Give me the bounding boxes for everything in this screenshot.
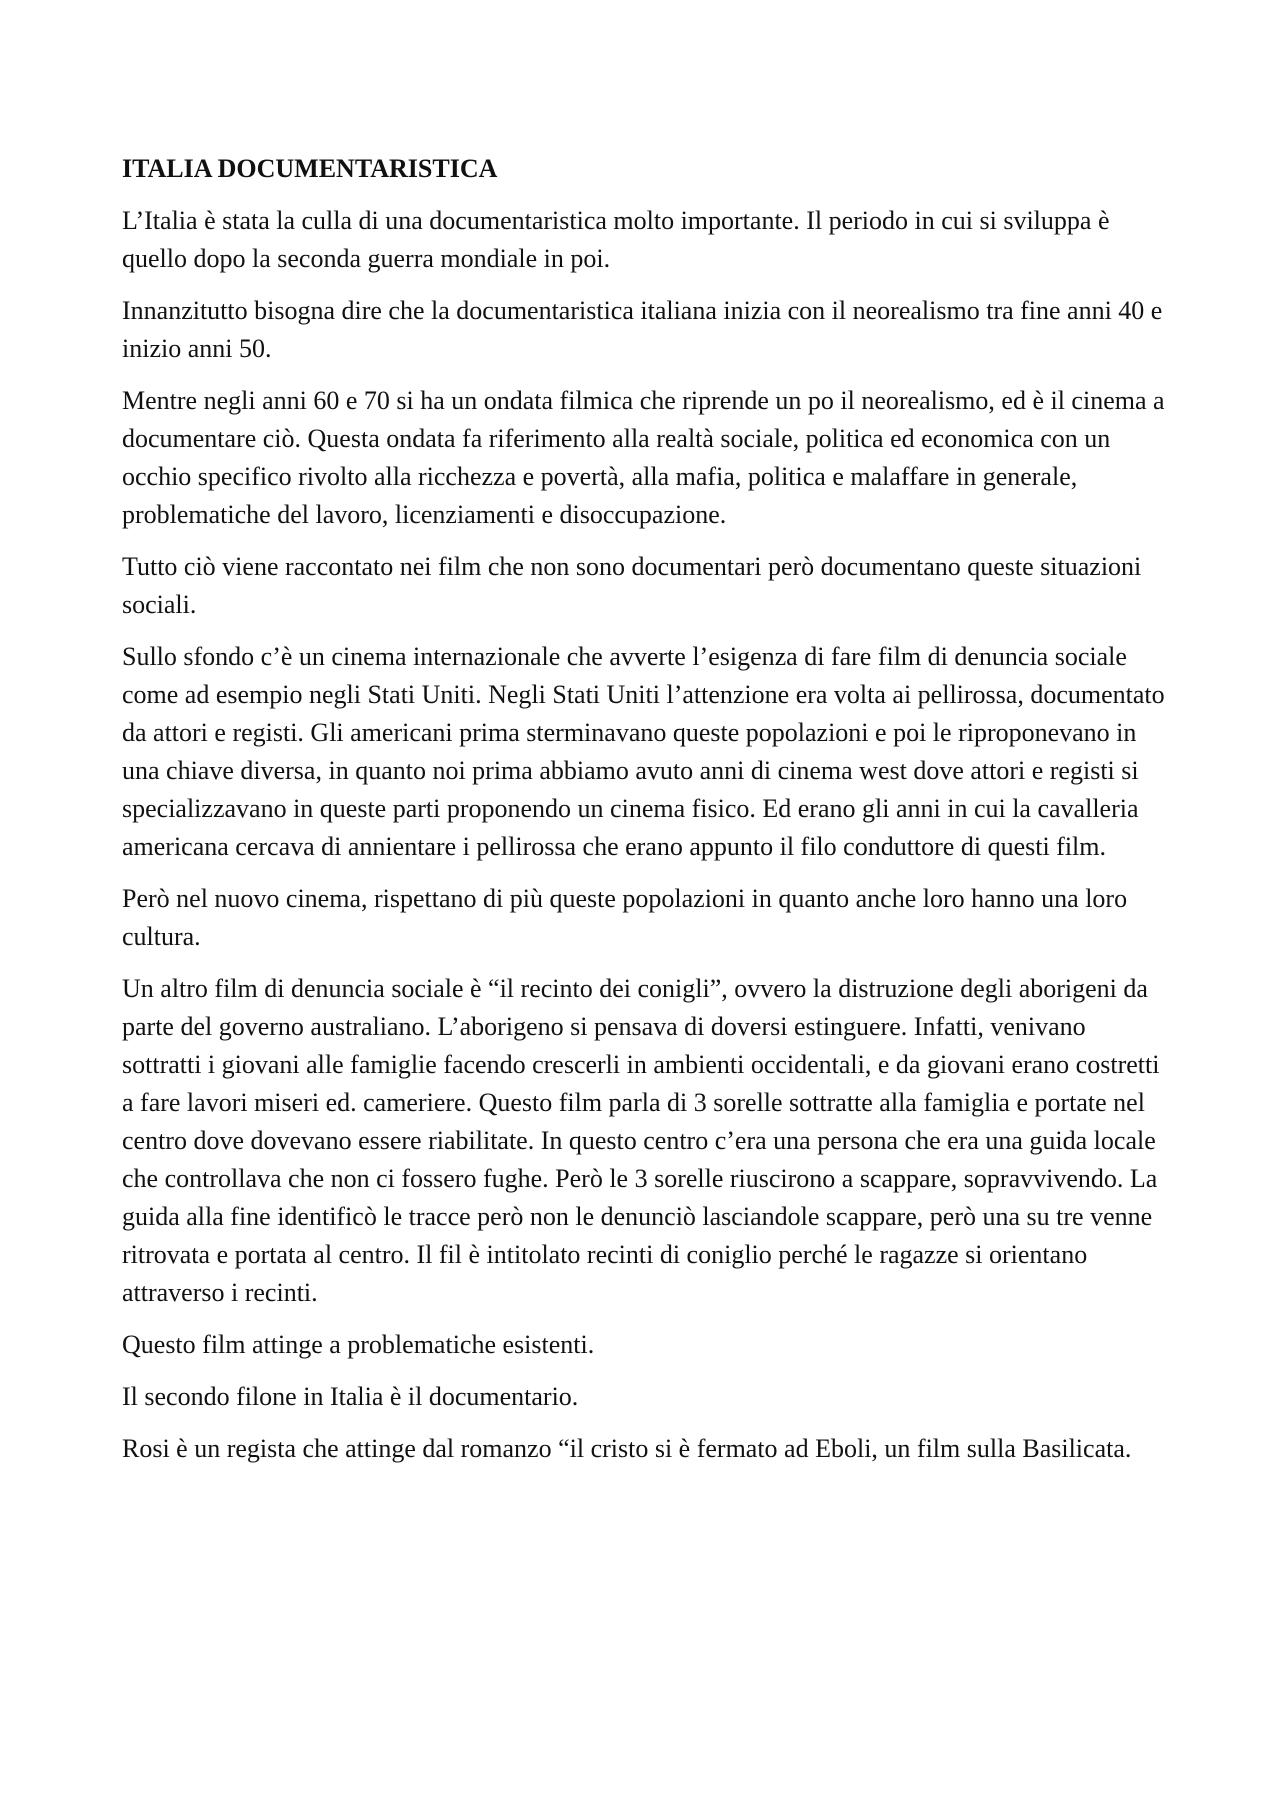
paragraph-rosi: Rosi è un regista che attinge dal romanzo “il cristo si è fermato ad Eboli, un film sulla Basilicata. xyxy=(122,1434,1132,1463)
paragraph-neorealism: Innanzitutto bisogna dire che la documentaristica italiana inizia con il neorealismo tra fine anni 40 e inizio anni 50. xyxy=(122,296,1163,363)
paragraph-anni-60-70: Mentre negli anni 60 e 70 si ha un ondata filmica che riprende un po il neorealismo, ed è il cinema a documentare ciò. Questa ondata fa riferimento alla realtà sociale, politica ed economica con un occhio specifico rivolto alla ricchezza e povertà, alla mafia, politica e malaffare in generale, problematiche del lavoro, licenziamenti e disoccupazione. xyxy=(122,386,1165,529)
paragraph-situazioni-sociali: Tutto ciò viene raccontato nei film che non sono documentari però documentano queste situazioni sociali. xyxy=(122,552,1142,619)
paragraph-secondo-filone: Il secondo filone in Italia è il documentario. xyxy=(122,1382,579,1411)
paragraph-problematiche: Questo film attinge a problematiche esistenti. xyxy=(122,1330,595,1359)
paragraph-cinema-internazionale: Sullo sfondo c’è un cinema internazionale che avverte l’esigenza di fare film di denuncia sociale come ad esempio negli Stati Uniti. Negli Stati Uniti l’attenzione era volta ai pellirossa, documentato da attori e registi. Gli americani prima sterminavano queste popolazioni e poi le riproponevano in una chiave diversa, in quanto noi prima abbiamo avuto anni di cinema west dove attori e registi si specializzavano in queste parti proponendo un cinema fisico. Ed erano gli anni in cui la cavalleria americana cercava di annientare i pellirossa che erano appunto il filo conduttore di questi film. xyxy=(122,642,1165,861)
paragraph-recinto-conigli: Un altro film di denuncia sociale è “il recinto dei conigli”, ovvero la distruzione degli aborigeni da parte del governo australiano. L’aborigeno si pensava di doversi estinguere. Infatti, venivano sottratti i giovani alle famiglie facendo crescerli in ambienti occidentali, e da giovani erano costretti a fare lavori miseri ed. cameriere. Questo film parla di 3 sorelle sottratte alla famiglia e portate nel centro dove dovevano essere riabilitate. In questo centro c’era una persona che era una guida locale che controllava che non ci fossero fughe. Però le 3 sorelle riuscirono a scappare, sopravvivendo. La guida alla fine identificò le tracce però non le denunciò lasciandole scappare, però una su tre venne ritrovata e portata al centro. Il fil è intitolato recinti di coniglio perché le ragazze si orientano attraverso i recinti. xyxy=(122,974,1160,1307)
paragraph-intro: L’Italia è stata la culla di una documentaristica molto importante. Il periodo in cui si sviluppa è quello dopo la seconda guerra mondiale in poi. xyxy=(122,206,1110,273)
document-title: ITALIA DOCUMENTARISTICA xyxy=(122,154,498,183)
document-body xyxy=(122,150,1167,1482)
paragraph-nuovo-cinema: Però nel nuovo cinema, rispettano di più queste popolazioni in quanto anche loro hanno una loro cultura. xyxy=(122,884,1128,951)
